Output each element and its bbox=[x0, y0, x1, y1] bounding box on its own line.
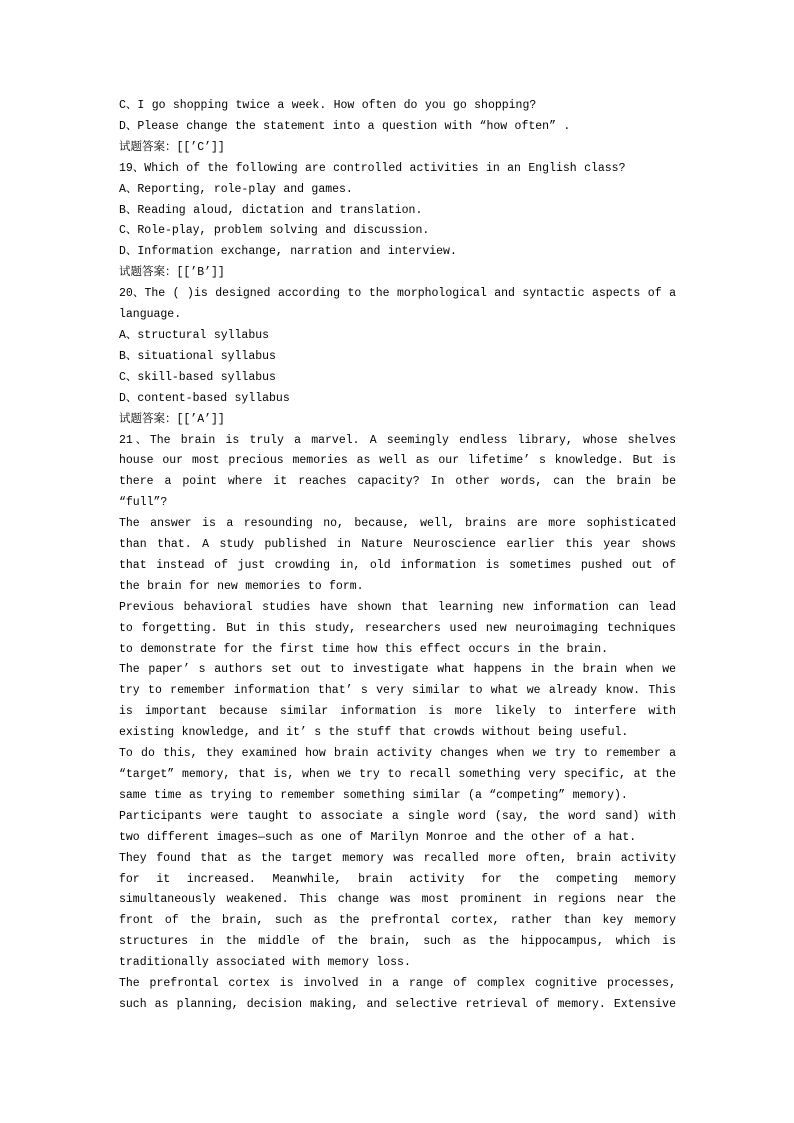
answer-line: 试题答案：[[’A’]] bbox=[119, 412, 225, 426]
answer-line: 试题答案：[[’B’]] bbox=[119, 266, 225, 280]
question-line: 20、The ( )is designed according to the morphological and syntactic aspects of a language. bbox=[119, 287, 676, 322]
option-line: B、situational syllabus bbox=[119, 349, 276, 363]
passage-paragraph: To do this, they examined how brain activity changes when we try to remember a “target” memory, that is, when we try to recall something very specific, at the same time as trying to remember something similar (a “competing” memory). bbox=[119, 747, 676, 802]
passage-paragraph: They found that as the target memory was recalled more often, brain activity for it increased. Meanwhile, brain activity for the competing memory simultaneously weakened. This change was most prominent in regions near the front of the brain, such as the prefrontal cortex, rather than key memory structures in the middle of the brain, such as the hippocampus, which is traditionally associated with memory loss. bbox=[119, 851, 676, 970]
option-line: D、Information exchange, narration and interview. bbox=[119, 245, 457, 259]
option-line: C、I go shopping twice a week. How often do you go shopping? bbox=[119, 99, 537, 112]
option-line: C、skill-based syllabus bbox=[119, 370, 276, 384]
passage-paragraph: Previous behavioral studies have shown that learning new information can lead to forgetting. But in this study, researchers used new neuroimaging techniques to demonstrate for the first time how this effect occurs in the brain. bbox=[119, 600, 676, 656]
passage-paragraph: The answer is a resounding no, because, well, brains are more sophisticated than that. A study published in Nature Neuroscience earlier this year shows that instead of just crowding in, old information is sometimes pushed out of the brain for new memories to form. bbox=[119, 517, 676, 593]
passage-paragraph: Participants were taught to associate a single word (say, the word sand) with two different images—such as one of Marilyn Monroe and the other of a hat. bbox=[119, 809, 676, 844]
option-line: C、Role-play, problem solving and discussion. bbox=[119, 224, 430, 238]
option-line: D、content-based syllabus bbox=[119, 391, 290, 405]
answer-line: 试题答案：[[’C’]] bbox=[119, 140, 225, 154]
option-line: A、Reporting, role-play and games. bbox=[119, 182, 353, 196]
passage-paragraph: The prefrontal cortex is involved in a range of complex cognitive processes, such as planning, decision making, and selective retrieval of memory. Extensive bbox=[119, 977, 676, 1011]
option-line: D、Please change the statement into a question with “how often” . bbox=[119, 119, 571, 133]
option-line: B、Reading aloud, dictation and translation. bbox=[119, 203, 423, 217]
passage-paragraph: The paper’ s authors set out to investigate what happens in the brain when we try to remember information that’ s very similar to what we already know. This is important because similar information is more likely to interfere with existing knowledge, and it’ s the stuff that crowds without being useful. bbox=[119, 663, 676, 740]
passage-paragraph: 21、The brain is truly a marvel. A seemingly endless library, whose shelves house our most precious memories as well as our lifetime’ s knowledge. But is there a point where it reaches capacity? In other words, can the brain be “full”? bbox=[119, 433, 676, 510]
question-line: 19、Which of the following are controlled activities in an English class? bbox=[119, 161, 626, 175]
option-line: A、structural syllabus bbox=[119, 328, 270, 342]
